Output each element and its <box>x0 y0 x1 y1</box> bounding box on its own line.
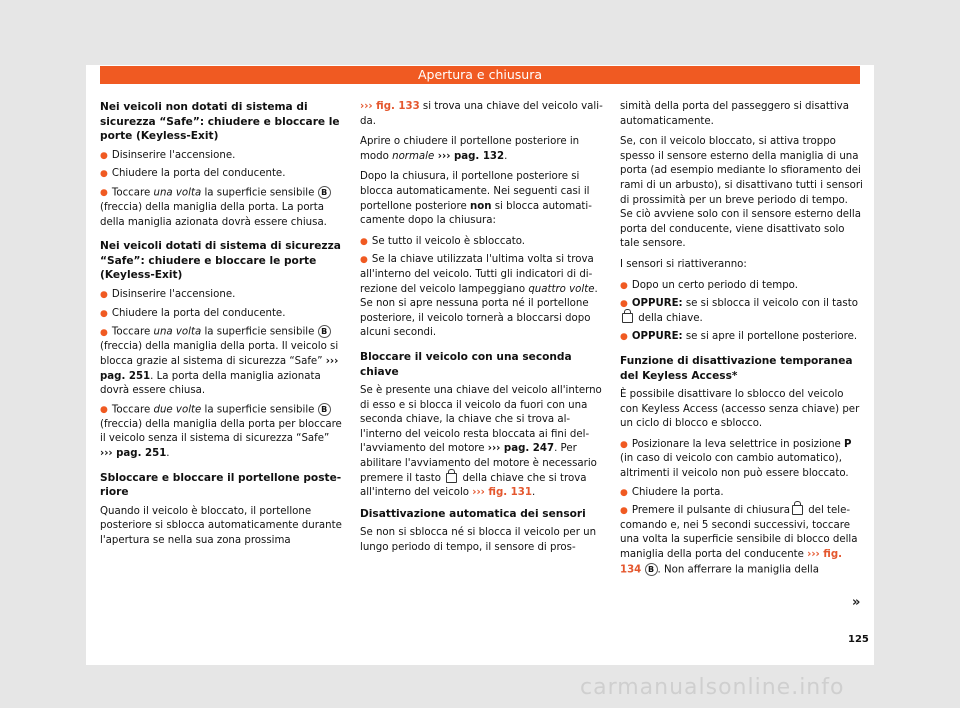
list-item: ● Chiudere la porta. <box>620 486 724 498</box>
callout-b-icon: B <box>318 186 331 199</box>
list-item: ● Se la chiave utilizzata l'ultima volta si trova all'interno del veicolo. Tutti gli indicatori di direzione del veicolo lampeggiano quattro volte. Se non si apre nessuna porta né il portellone posteriore, il veicolo tornerà a bloccarsi dopo alcuni secondi. <box>360 254 598 339</box>
list-item: ● Premere il pulsante di chiusura del telecomando e, nei 5 secondi successivi, toccare una volta la superficie sensibile di blocco della maniglia della porta del conducente ››› fig. 134 B . Non afferrare la maniglia della <box>620 505 858 576</box>
bullet-icon: ● <box>360 236 368 247</box>
page-number: 125 <box>848 634 869 645</box>
bullet-icon: ● <box>620 506 628 517</box>
continue-arrow-icon: » <box>852 595 861 610</box>
paragraph: I sensori si riattiveranno: <box>620 258 747 270</box>
bullet-icon: ● <box>620 487 628 498</box>
list-item: ● Toccare una volta la superficie sensibile B (freccia) della maniglia della porta. Il veicolo si blocca grazie al sistema di sicurezza “Safe” ››› pag. 251. La porta della maniglia azionata dovrà essere chiusa. <box>100 326 339 397</box>
callout-b-icon: B <box>645 563 658 576</box>
heading-keyless-exit-no-safe: Nei veicoli non dotati di sistema di sicurezza “Safe”: chiudere e bloccare le porte (Keyless-Exit) <box>100 101 340 143</box>
watermark: carmanualsonline.info <box>580 675 845 700</box>
bullet-icon: ● <box>620 299 628 310</box>
figure-reference-link[interactable]: ››› fig. 131 <box>472 487 532 499</box>
bullet-icon: ● <box>100 169 108 180</box>
figure-reference-link[interactable]: ››› fig. 133 <box>360 101 420 112</box>
paragraph: ››› fig. 133 si trova una chiave del veicolo valida. <box>360 101 603 127</box>
bullet-icon: ● <box>100 405 108 416</box>
paragraph: È possibile disattivare lo sblocco del veicolo con Keyless Access (accesso senza chiave) per un ciclo di blocco e sblocco. <box>620 389 860 430</box>
paragraph: Se è presente una chiave del veicolo all'interno di esso e si blocca il veicolo da fuori con una seconda chiave, la chiave che si trova all'interno del veicolo resta bloccata ai fini dell'avviamento del motore ››› pag. 247. Per abilitare l'avviamento del motore è necessario premere il tasto della chiave che si trova all'interno del veicolo ››› fig. 131. <box>360 385 602 499</box>
callout-b-icon: B <box>318 325 331 338</box>
page-reference-link[interactable]: ››› pag. 251 <box>100 447 167 459</box>
list-item: ● Toccare due volte la superficie sensibile B (freccia) della maniglia della porta per bloccare il veicolo senza il sistema di sicurezza “Safe” ››› pag. 251. <box>100 404 342 459</box>
paragraph: Dopo la chiusura, il portellone posteriore si blocca automaticamente. Nei seguenti casi il portellone posteriore non si blocca automaticamente dopo la chiusura: <box>360 171 592 227</box>
list-item: ● Chiudere la porta del conducente. <box>100 168 286 180</box>
lock-button-icon <box>792 505 803 515</box>
page-reference-link[interactable]: ››› pag. 247 <box>487 443 555 455</box>
paragraph: Quando il veicolo è bloccato, il portellone posteriore si sblocca automaticamente durante l'apertura se nella sua zona prossima <box>100 505 342 546</box>
list-item: ● Se tutto il veicolo è sbloccato. <box>360 235 525 247</box>
column-1 <box>100 100 343 555</box>
list-item: ● Chiudere la porta del conducente. <box>100 307 286 319</box>
bullet-icon: ● <box>100 308 108 319</box>
list-item: ● OPPURE: se si apre il portellone posteriore. <box>620 331 858 343</box>
heading-sensor-deactivation: Disattivazione automatica dei sensori <box>360 507 586 520</box>
callout-b-icon: B <box>318 403 331 416</box>
bullet-icon: ● <box>100 150 108 161</box>
section-header: Apertura e chiusura <box>100 66 860 84</box>
paragraph: simità della porta del passeggero si disattiva automaticamente. <box>620 101 849 127</box>
heading-keyless-exit-safe: Nei veicoli dotati di sistema di sicurezza “Safe”: chiudere e bloccare le porte (Keyless-Exit) <box>100 240 341 282</box>
page-reference-link[interactable]: ››› pag. 132 <box>434 150 505 162</box>
list-item: ● Toccare una volta la superficie sensibile B (freccia) della maniglia della porta. La porta della maniglia azionata dovrà essere chiusa. <box>100 186 343 230</box>
page-reference-link[interactable]: ››› pag. 251 <box>100 355 339 382</box>
column-2 <box>360 100 603 562</box>
list-item: ● Dopo un certo periodo di tempo. <box>620 279 798 291</box>
heading-keyless-temporary-deactivation: Funzione di disattivazione temporanea del Keyless Access* <box>620 354 853 382</box>
paragraph: Se non si sblocca né si blocca il veicolo per un lungo periodo di tempo, il sensore di pros- <box>360 527 597 554</box>
list-item: ● Disinserire l'accensione. <box>100 149 236 161</box>
list-item: ● Posizionare la leva selettrice in posizione P (in caso di veicolo con cambio automatico), altrimenti il veicolo non può essere bloccato. <box>620 438 852 480</box>
bullet-icon: ● <box>100 188 108 199</box>
bullet-icon: ● <box>620 280 628 291</box>
paragraph: Se, con il veicolo bloccato, si attiva troppo spesso il sensore esterno della maniglia di una porta (ad esempio mediante lo sfioramento dei rami di un arbusto), si disattivano tutti i sensori di prossimità per un breve periodo di tempo. Se ciò avviene solo con il sensore esterno della porta del conducente, viene disattivato solo tale sensore. <box>620 136 863 250</box>
list-item: ● Disinserire l'accensione. <box>100 289 236 301</box>
bullet-icon: ● <box>360 255 368 266</box>
bullet-icon: ● <box>620 332 628 343</box>
bullet-icon: ● <box>620 439 628 450</box>
heading-second-key: Bloccare il veicolo con una seconda chiave <box>360 350 572 378</box>
paragraph: Aprire o chiudere il portellone posteriore in modo normale ››› pag. 132. <box>360 136 580 162</box>
unlock-button-icon <box>446 473 457 483</box>
list-item: ● OPPURE: se si sblocca il veicolo con il tasto della chiave. <box>620 298 858 324</box>
heading-tailgate: Sbloccare e bloccare il portellone posteriore <box>100 471 342 499</box>
unlock-button-icon <box>622 313 633 323</box>
figure-reference-link[interactable]: ››› fig. 134 <box>620 549 843 576</box>
column-3 <box>620 100 863 582</box>
bullet-icon: ● <box>100 290 108 301</box>
bullet-icon: ● <box>100 327 108 338</box>
